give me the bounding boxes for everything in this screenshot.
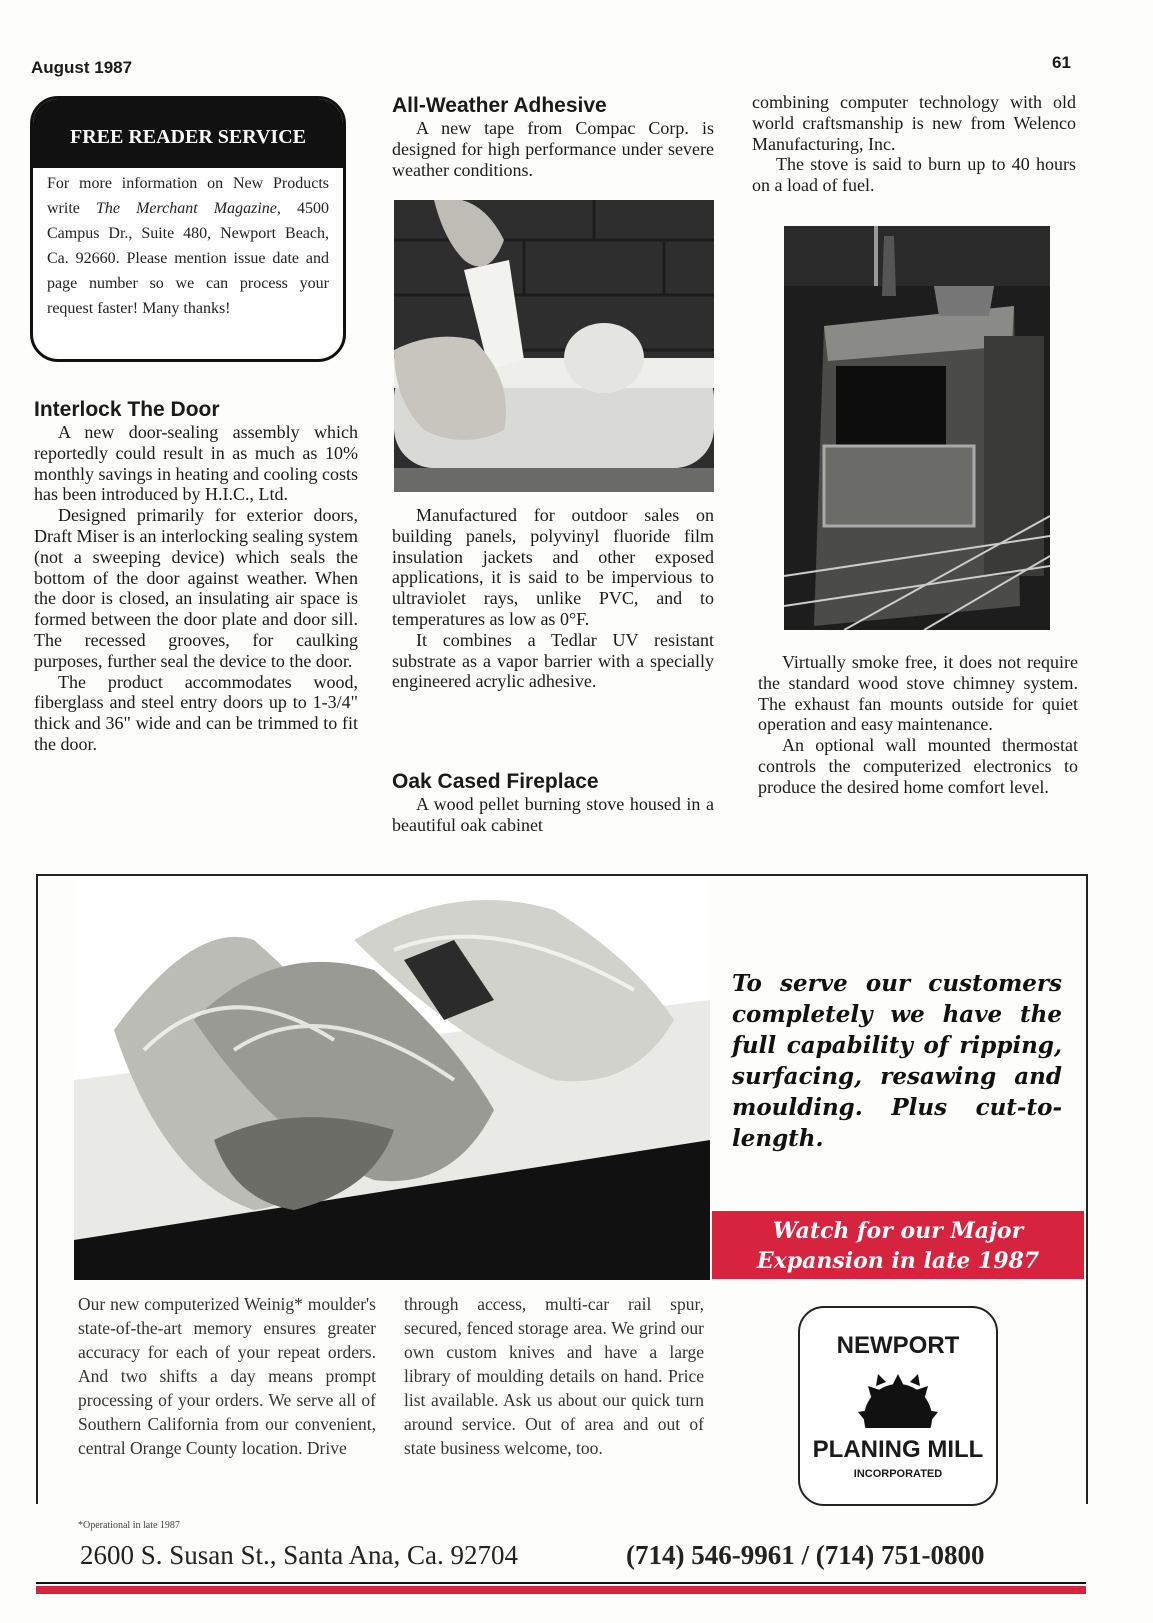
reader-service-header xyxy=(30,96,346,168)
footer-red-rule xyxy=(36,1586,1086,1594)
article-paragraph: A new tape from Compac Corp. is designed for high performance under severe weather conditions. xyxy=(392,118,714,180)
article-paragraph: Virtually smoke free, it does not require the standard wood stove chimney system. The exhaust fan mounts outside for quiet operation and easy maintenance. xyxy=(758,652,1078,735)
logo-text-top: NEWPORT xyxy=(836,1332,960,1359)
article-paragraph: Manufactured for outdoor sales on building panels, polyvinyl fluoride film insulation jackets and other exposed applications, it is said to be impervious to ultraviolet rays, unlike PVC, and to temperatures as low as 0°F. xyxy=(392,505,714,629)
newport-planing-mill-logo xyxy=(798,1306,998,1506)
article-heading: Oak Cased Fireplace xyxy=(392,770,599,793)
article-adhesive-intro xyxy=(392,94,714,180)
article-paragraph: The stove is said to burn up to 40 hours on a load of fuel. xyxy=(752,154,1076,196)
reader-service-body xyxy=(47,171,329,321)
banner-line: Expansion in late 1987 xyxy=(756,1248,1040,1274)
article-interlock xyxy=(34,398,358,755)
article-paragraph: An optional wall mounted thermostat controls the computerized electronics to produce the desired home comfort level. xyxy=(758,735,1078,797)
tape-pipe-photo xyxy=(394,200,714,492)
expansion-banner xyxy=(712,1211,1084,1279)
moulding-photo xyxy=(74,880,710,1280)
banner-line: Watch for our Major xyxy=(772,1218,1024,1244)
article-paragraph: The product accommodates wood, fiberglass and steel entry doors up to 1-3/4" thick and 36" wide and can be trimmed to fit the door. xyxy=(34,671,358,754)
article-paragraph: A new door-sealing assembly which reportedly could result in as much as 10% monthly savings in heating and cooling costs has been introduced by H.I.C., Ltd. xyxy=(34,422,358,505)
article-paragraph: A wood pellet burning stove housed in a beautiful oak cabinet xyxy=(392,794,714,835)
ad-address: 2600 S. Susan St., Santa Ana, Ca. 92704 xyxy=(80,1540,519,1570)
article-paragraph: It combines a Tedlar UV resistant substrate as a vapor barrier with a specially engineered acrylic adhesive. xyxy=(392,629,714,692)
page-number: 61 xyxy=(1052,53,1071,72)
logo-text-inc: INCORPORATED xyxy=(853,1468,943,1480)
article-fireplace-intro xyxy=(392,770,714,836)
magazine-name: The Merchant Magazine xyxy=(95,200,277,217)
saw-blade-icon xyxy=(848,1360,948,1436)
ad-phone-numbers: (714) 546-9961 / (714) 751-0800 xyxy=(626,1540,985,1570)
article-adhesive-body xyxy=(392,505,714,692)
article-fireplace-continued xyxy=(752,92,1076,196)
issue-date: August 1987 xyxy=(31,58,133,77)
ad-text-column: Our new computerized Weinig* moulder's state-of-the-art memory ensures greater accuracy for each of your repeat orders. And two shifts a day means prompt processing of your orders. We serve all of Southern California from our convenient, central Orange County location. Drive xyxy=(78,1294,376,1458)
article-heading: All-Weather Adhesive xyxy=(392,94,607,117)
article-paragraph: combining computer technology with old world craftsmanship is new from Welenco Manufacturing, Inc. xyxy=(752,92,1076,154)
article-paragraph: Designed primarily for exterior doors, Draft Miser is an interlocking sealing system (not a sweeping device) which seals the bottom of the door against weather. When the door is closed, an insulating air space is formed between the door plate and door sill. The recessed grooves, for caulking purposes, further seal the device to the door. xyxy=(34,505,358,671)
article-heading: Interlock The Door xyxy=(34,398,220,421)
article-fireplace-body xyxy=(758,652,1078,798)
reader-service-box xyxy=(30,96,346,362)
ad-footnote: *Operational in late 1987 xyxy=(78,1520,180,1531)
logo-text-bottom: PLANING MILL xyxy=(812,1436,984,1463)
reader-service-title: FREE READER SERVICE xyxy=(69,126,306,148)
stove-photo xyxy=(784,226,1050,630)
ad-tagline: To serve our customers completely we have the full capability of ripping, surfacing, resawing and moulding. Plus cut-to-length. xyxy=(732,970,1062,1152)
ad-text-column: through access, multi-car rail spur, secured, fenced storage area. We grind our own custom knives and have a large library of moulding details on hand. Price list available. Ask us about our quick turn around service. Out of area and out of state business welcome, too. xyxy=(404,1294,704,1458)
footer-rule xyxy=(36,1582,1086,1584)
reader-service-address: , 4500 Campus Dr., Suite 480, Newport Beach, Ca. 92660. Please mention issue date and page number so we can process your request faster! Many thanks! xyxy=(47,200,330,317)
reader-service-text: For more information on New Products write xyxy=(47,175,329,217)
